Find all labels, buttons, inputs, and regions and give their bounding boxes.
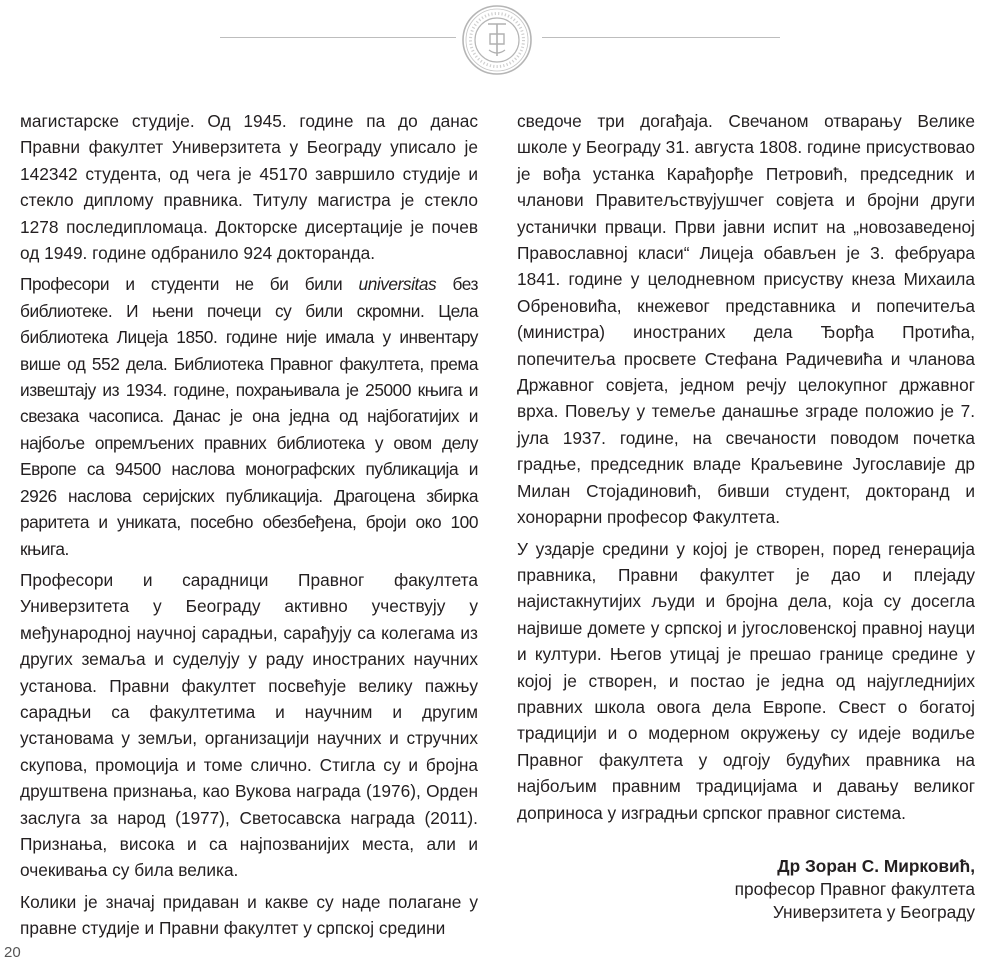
left-text-column	[20, 108, 478, 947]
paragraph-cooperation: Професори и сарадници Правног факултета Универзитета у Београду активно учествују у међународној научној сарадњи, сарађују са колегама из других земаља и суделују у раду иностраних научних установа. Правни факултет посвећује велику пажњу сарадњи са факултетима и научним и другим установама у земљи, организацији научних и стручних скупова, промоција и томе слично. Стигла су и бројна друштвена признања, као Вукова награда (1976), Орден заслуга за народ (1977), Светосавска награда (2011). Признања, висока и са најпозванијих места, али и очекивања су била велика.	[20, 569, 478, 881]
university-seal-icon	[461, 4, 533, 76]
paragraph-enrollment: магистарске студије. Од 1945. године па до данас Правни факултет Универзитета у Београду уписало је 142342 студента, од чега је 45170 завршило студије и стекло диплому правника. Титулу магистра је стекло 1278 последипломаца. Докторске дисертације је почев од 1949. године одбранило 924 докторанда.	[20, 111, 478, 264]
header-rule-right	[542, 37, 780, 38]
page-number: 20	[4, 944, 21, 961]
paragraph-library: Професори и студенти не би били universitas без библиотеке. И њени почеци су били скромни. Цела библиотека Лицеја 1850. године није имала у инвентару више од 552 дела. Библиотека Правног факултета, према извештају из 1934. године, похрањивала је 25000 књига и свезака часописа. Данас је она једна од најбогатијих и најбоље опремљених правних библиотека у овом делу Европе са 94500 наслова монографских публикација и 2926 наслова серијских публикација. Драгоцена збирка раритета и уникатa, посебно обезбеђена, броји око 100 књига.	[20, 274, 478, 559]
paragraph-significance: Колики је значај придаван и какве су наде полагане у правне студије и Правни факултет у српској средини	[20, 891, 478, 939]
right-text-column	[517, 108, 975, 831]
author-title: професор Правног факултета	[734, 879, 975, 899]
header-rule-left	[220, 37, 456, 38]
paragraph-three-events: сведоче три догађаја. Свечаном отварању Велике школе у Београду 31. августа 1808. године присуствовао је вођа устанка Карађорђе Петровић, председник и чланови Правитељствујушчег совјета и бројни други устанички прваци. Први јавни испит на „новозаведеној Православној класи“ Лицеја обављен је 3. фебруара 1841. године у целодневном присуству кнеза Михаила Обреновића, кнежевог представника и попечитеља (министра) иностраних дела Ђорђа Протића, попечитеља просвете Стефана Радичевића и чланова Државног совјета, једном речју целокупног државног врха. Повељу у темеље данашње зграде положио је 7. јула 1937. године, на свечаности поводом почетка градње, председник владе Краљевине Југославије др Милан Стојадиновић, бивши студент, докторанд и хонорарни професор Факултета.	[517, 111, 975, 528]
author-affiliation: Универзитета у Београду	[772, 902, 975, 922]
paragraph-legacy: У уздарје средини у којој је створен, поред генерација правника, Правни факултет је дао и плејаду најистакнутијих људи и бројна дела, која су досегла највише домете у српској и југословенској правној науци и култури. Његов утицај је прешао границе средине у којој је створен, и постао је једна од најугледнијих правних школа овога дела Европе. Свест о богатој традицији и о модерном окружењу су идеје водиље Правног факултета у одгоју будућих правника на најбољим правним традицијама и давању великог доприноса у изградњи српског правног система.	[517, 538, 975, 823]
author-signature	[735, 855, 975, 924]
author-name: Др Зоран С. Мирковић,	[777, 856, 975, 876]
